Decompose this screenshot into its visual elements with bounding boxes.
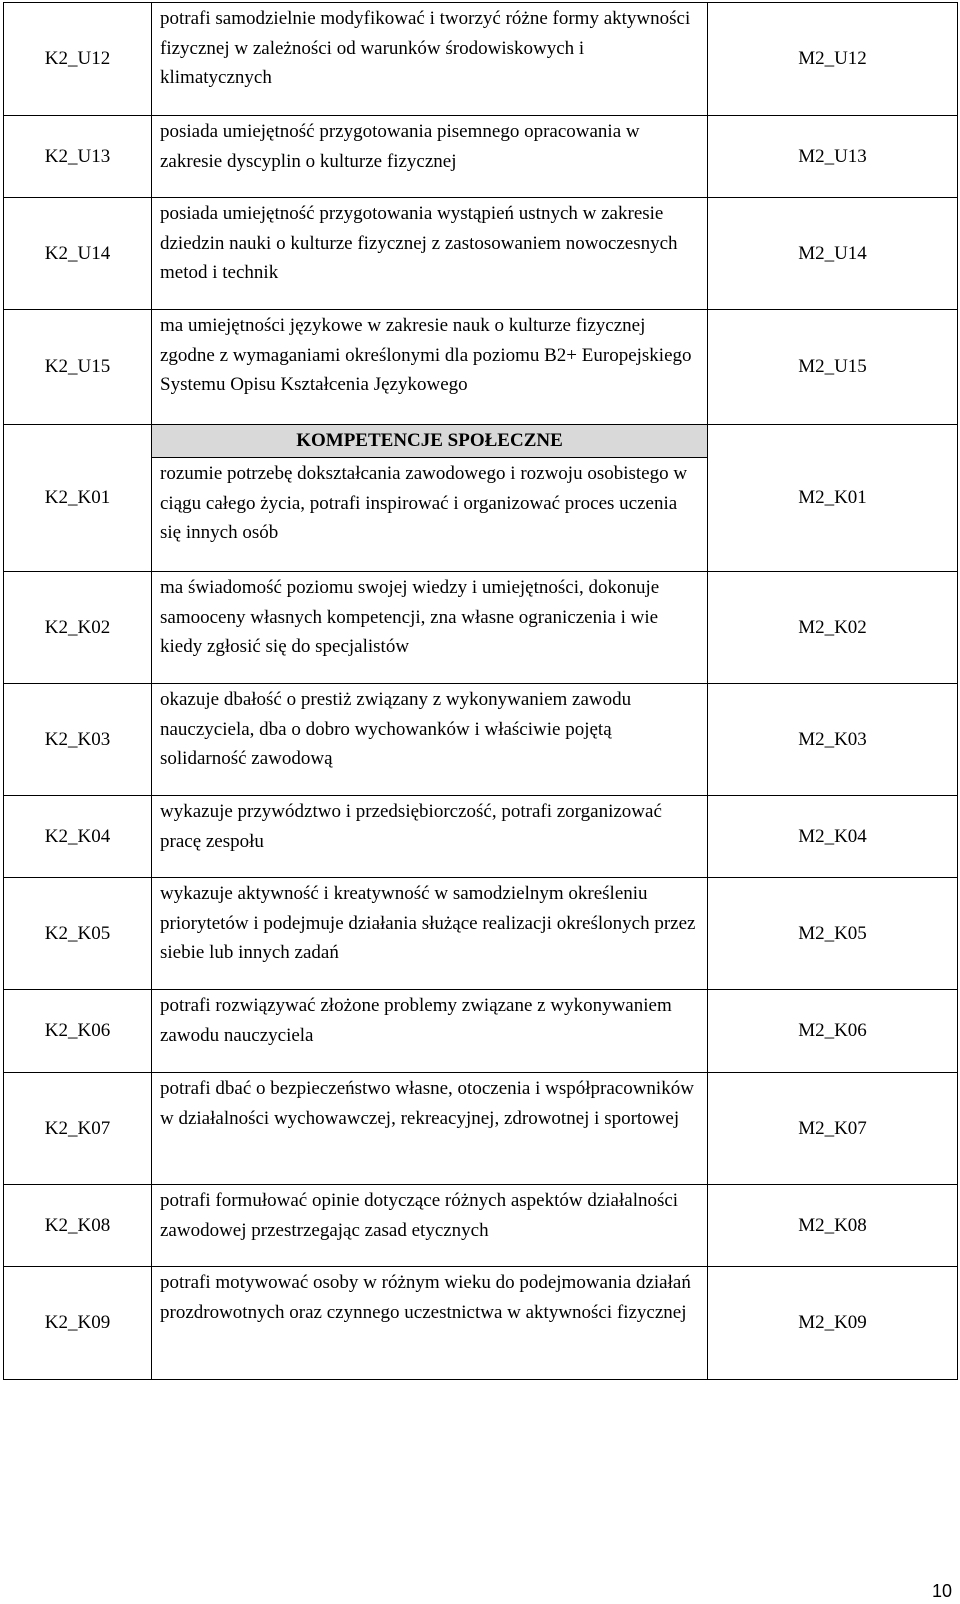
description-cell	[152, 990, 708, 1073]
k2-code-cell: K2_K09	[4, 1267, 152, 1380]
table-row	[4, 116, 958, 198]
description-cell	[152, 3, 708, 116]
table-row	[4, 198, 958, 310]
table-row	[4, 1073, 958, 1185]
k2-code-cell: K2_K05	[4, 878, 152, 990]
description-text: rozumie potrzebę dokształcania zawodowego i rozwoju osobistego w ciągu całego życia, potrafi inspirować i organizować proces uczenia się innych osób	[160, 463, 688, 543]
description-cell	[152, 1073, 708, 1185]
description-cell	[152, 458, 708, 572]
m2-code-cell: M2_K03	[708, 684, 958, 796]
description-text: okazuje dbałość o prestiż związany z wykonywaniem zawodu nauczyciela, dba o dobro wychowanków i właściwie pojętą solidarność zawodową	[160, 689, 632, 769]
m2-code-cell: M2_K09	[708, 1267, 958, 1380]
table-row	[4, 572, 958, 684]
table-row	[4, 796, 958, 878]
k2-code-cell: K2_K03	[4, 684, 152, 796]
description-text: potrafi rozwiązywać złożone problemy związane z wykonywaniem zawodu nauczyciela	[160, 995, 672, 1046]
description-text: potrafi formułować opinie dotyczące różnych aspektów działalności zawodowej przestrzegając zasad etycznych	[160, 1190, 679, 1241]
k2-code-cell: K2_K07	[4, 1073, 152, 1185]
description-text: wykazuje przywództwo i przedsiębiorczość, potrafi zorganizować pracę zespołu	[160, 801, 662, 852]
description-text: wykazuje aktywność i kreatywność w samodzielnym określeniu priorytetów i podejmuje działania służące realizacji określonych przez siebie lub innych zadań	[160, 883, 696, 963]
m2-code-cell: M2_K04	[708, 796, 958, 878]
description-cell	[152, 1185, 708, 1267]
description-cell	[152, 572, 708, 684]
k2-code-cell: K2_K08	[4, 1185, 152, 1267]
m2-code-cell: M2_K01	[708, 425, 958, 572]
m2-code-cell: M2_U12	[708, 3, 958, 116]
description-text: potrafi dbać o bezpieczeństwo własne, otoczenia i współpracowników w działalności wychowawczej, rekreacyjnej, zdrowotnej i sportowej	[160, 1078, 694, 1129]
m2-code-cell: M2_K06	[708, 990, 958, 1073]
description-text: ma świadomość poziomu swojej wiedzy i umiejętności, dokonuje samooceny własnych kompetencji, zna własne ograniczenia i wie kiedy zgłosić się do specjalistów	[160, 577, 660, 657]
table-row	[4, 1185, 958, 1267]
description-text: potrafi motywować osoby w różnym wieku do podejmowania działań prozdrowotnych oraz czynnego uczestnictwa w aktywności fizycznej	[160, 1272, 691, 1323]
k2-code-cell: K2_K01	[4, 425, 152, 572]
description-cell	[152, 1267, 708, 1380]
m2-code-cell: M2_K02	[708, 572, 958, 684]
m2-code-cell: M2_K07	[708, 1073, 958, 1185]
table-row	[4, 1267, 958, 1380]
description-cell	[152, 198, 708, 310]
k2-code-cell: K2_U13	[4, 116, 152, 198]
k2-code-cell: K2_K02	[4, 572, 152, 684]
m2-code-cell: M2_K08	[708, 1185, 958, 1267]
m2-code-cell: M2_U15	[708, 310, 958, 425]
m2-code-cell: M2_U13	[708, 116, 958, 198]
section-header-kompetencje: KOMPETENCJE SPOŁECZNE	[152, 425, 708, 458]
table-row	[4, 878, 958, 990]
table-row	[4, 990, 958, 1073]
description-cell	[152, 310, 708, 425]
k2-code-cell: K2_U14	[4, 198, 152, 310]
description-cell	[152, 878, 708, 990]
k2-code-cell: K2_U15	[4, 310, 152, 425]
description-cell	[152, 796, 708, 878]
table-row	[4, 3, 958, 116]
description-cell	[152, 116, 708, 198]
m2-code-cell: M2_U14	[708, 198, 958, 310]
description-text: potrafi samodzielnie modyfikować i tworzyć różne formy aktywności fizycznej w zależności od warunków środowiskowych i klimatycznych	[160, 8, 691, 88]
learning-outcomes-table	[3, 2, 958, 1380]
description-text: ma umiejętności językowe w zakresie nauk o kulturze fizycznej zgodne z wymaganiami określonymi dla poziomu B2+ Europejskiego Systemu Opisu Kształcenia Językowego	[160, 315, 692, 395]
description-cell	[152, 684, 708, 796]
table-row	[4, 425, 958, 458]
description-text: posiada umiejętność przygotowania wystąpień ustnych w zakresie dziedzin nauki o kulturze fizycznej z zastosowaniem nowoczesnych metod i technik	[160, 203, 678, 283]
table-row	[4, 684, 958, 796]
m2-code-cell: M2_K05	[708, 878, 958, 990]
page-number: 10	[931, 1581, 952, 1601]
description-text: posiada umiejętność przygotowania pisemnego opracowania w zakresie dyscyplin o kulturze fizycznej	[160, 121, 640, 172]
k2-code-cell: K2_K04	[4, 796, 152, 878]
k2-code-cell: K2_U12	[4, 3, 152, 116]
table-row	[4, 310, 958, 425]
k2-code-cell: K2_K06	[4, 990, 152, 1073]
